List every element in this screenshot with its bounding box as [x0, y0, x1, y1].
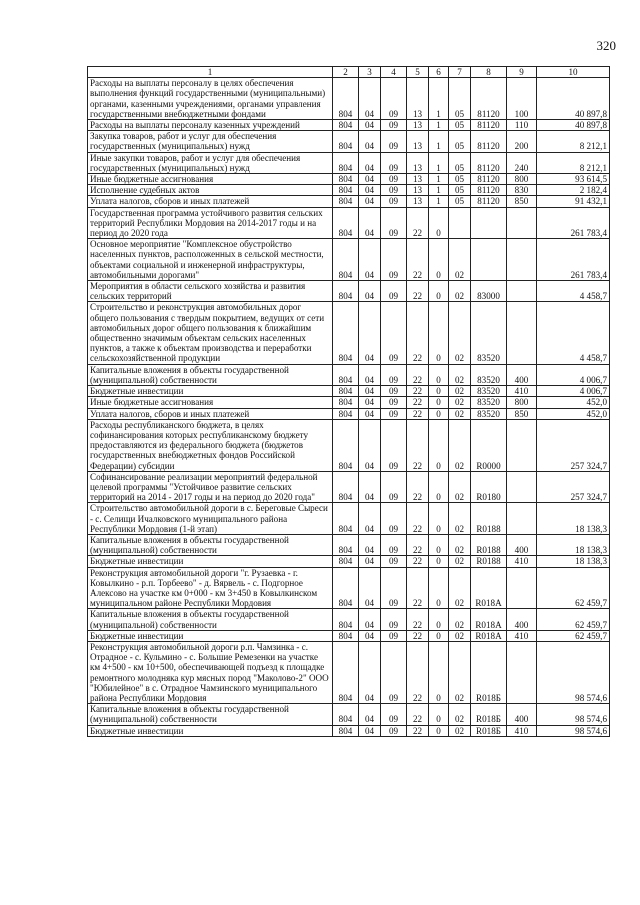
measure-code: 05 [449, 185, 471, 196]
subsection-code: 09 [381, 207, 407, 239]
row-name: Капитальные вложения в объекты государственной (муниципальной) собственности [88, 704, 333, 725]
amount: 8 212,1 [537, 131, 610, 152]
table-row [88, 196, 610, 207]
row-name: Софинансирование реализации мероприятий федеральной целевой программы "Устойчивое развитие сельских территорий на 2014 - 2017 годы и на период до 2020 года" [88, 471, 333, 503]
row-name: Иные закупки товаров, работ и услуг для обеспечения государственных (муниципальных) нужд [88, 152, 333, 173]
ministry-code: 804 [333, 207, 359, 239]
row-name: Капитальные вложения в объекты государственной (муниципальной) собственности [88, 609, 333, 630]
row-name: Бюджетные инвестиции [88, 630, 333, 641]
program-code: 22 [407, 386, 429, 397]
measure-code: 02 [449, 364, 471, 385]
subsection-code: 09 [381, 725, 407, 736]
measure-code: 02 [449, 239, 471, 281]
expense-type-code: 400 [507, 609, 537, 630]
subprogram-code: 0 [429, 567, 449, 609]
direction-code: 81120 [471, 174, 507, 185]
program-code: 13 [407, 196, 429, 207]
measure-code: 02 [449, 397, 471, 408]
row-name: Уплата налогов, сборов и иных платежей [88, 196, 333, 207]
expense-type-code: 410 [507, 725, 537, 736]
direction-code: R0000 [471, 419, 507, 471]
ministry-code: 804 [333, 630, 359, 641]
row-name: Реконструкция автомобильной дороги "г. Рузаевка - г. Ковылкино - р.п. Торбеево" - д. Вярвель - с. Подгорное Алексово на участке км 0+000 - км 3+450 в Ковылкинском муниципальном районе Республики Мордовия [88, 567, 333, 609]
row-name: Уплата налогов, сборов и иных платежей [88, 408, 333, 419]
measure-code: 05 [449, 131, 471, 152]
amount: 257 324,7 [537, 471, 610, 503]
ministry-code: 804 [333, 471, 359, 503]
table-row [88, 471, 610, 503]
program-code: 22 [407, 503, 429, 535]
table-row [88, 302, 610, 364]
amount: 98 574,6 [537, 704, 610, 725]
expense-type-code [507, 419, 537, 471]
row-name: Бюджетные инвестиции [88, 556, 333, 567]
expense-type-code: 800 [507, 397, 537, 408]
table-row [88, 408, 610, 419]
ministry-code: 804 [333, 281, 359, 302]
amount: 93 614,5 [537, 174, 610, 185]
direction-code: 83520 [471, 302, 507, 364]
table-row [88, 185, 610, 196]
row-name: Иные бюджетные ассигнования [88, 397, 333, 408]
program-code: 22 [407, 471, 429, 503]
table-row [88, 131, 610, 152]
amount: 40 897,8 [537, 78, 610, 120]
measure-code: 05 [449, 196, 471, 207]
subsection-code: 09 [381, 556, 407, 567]
section-code: 04 [359, 78, 381, 120]
subsection-code: 09 [381, 641, 407, 703]
subprogram-code: 0 [429, 471, 449, 503]
expense-type-code: 410 [507, 386, 537, 397]
table-row [88, 78, 610, 120]
program-code: 22 [407, 239, 429, 281]
budget-table [87, 66, 610, 737]
section-code: 04 [359, 302, 381, 364]
measure-code: 02 [449, 386, 471, 397]
amount: 2 182,4 [537, 185, 610, 196]
subsection-code: 09 [381, 534, 407, 555]
subprogram-code: 0 [429, 704, 449, 725]
row-name: Основное мероприятие "Комплексное обустройство населенных пунктов, расположенных в сельской местности, объектами социальной и инженерной инфраструктуры, автомобильными дорогами" [88, 239, 333, 281]
subprogram-code: 0 [429, 419, 449, 471]
expense-type-code: 110 [507, 120, 537, 131]
direction-code: 81120 [471, 78, 507, 120]
measure-code: 02 [449, 408, 471, 419]
ministry-code: 804 [333, 196, 359, 207]
section-code: 04 [359, 609, 381, 630]
measure-code: 02 [449, 281, 471, 302]
direction-code: R018A [471, 630, 507, 641]
expense-type-code: 400 [507, 364, 537, 385]
amount: 62 459,7 [537, 630, 610, 641]
ministry-code: 804 [333, 78, 359, 120]
subsection-code: 09 [381, 567, 407, 609]
table-row [88, 567, 610, 609]
direction-code: R0188 [471, 503, 507, 535]
row-name: Государственная программа устойчивого развития сельских территорий Республики Мордовия на 2014-2017 годы и на период до 2020 года [88, 207, 333, 239]
subprogram-code: 1 [429, 131, 449, 152]
row-name: Расходы республиканского бюджета, в целях софинансирования которых республиканскому бюджету предоставляются из федерального бюджета (бюджетов государственных внебюджетных фондов Российской Федерации) субсидии [88, 419, 333, 471]
measure-code: 05 [449, 120, 471, 131]
program-code: 22 [407, 556, 429, 567]
section-code: 04 [359, 281, 381, 302]
subsection-code: 09 [381, 196, 407, 207]
section-code: 04 [359, 207, 381, 239]
ministry-code: 804 [333, 609, 359, 630]
section-code: 04 [359, 471, 381, 503]
direction-code: 83000 [471, 281, 507, 302]
table-row [88, 120, 610, 131]
subprogram-code: 0 [429, 641, 449, 703]
direction-code: R0188 [471, 556, 507, 567]
table-row [88, 641, 610, 703]
program-code: 22 [407, 630, 429, 641]
row-name: Расходы на выплаты персоналу в целях обеспечения выполнения функций государственными (муниципальными) органами, казенными учреждениями, органами управления государственными внебюджетными фондами [88, 78, 333, 120]
direction-code: 81120 [471, 196, 507, 207]
measure-code: 02 [449, 556, 471, 567]
measure-code: 02 [449, 704, 471, 725]
program-code: 13 [407, 120, 429, 131]
amount: 4 006,7 [537, 364, 610, 385]
direction-code: R018Б [471, 704, 507, 725]
subprogram-code: 0 [429, 302, 449, 364]
section-code: 04 [359, 397, 381, 408]
ministry-code: 804 [333, 641, 359, 703]
subsection-code: 09 [381, 419, 407, 471]
table-row [88, 534, 610, 555]
subprogram-code: 0 [429, 364, 449, 385]
expense-type-code [507, 641, 537, 703]
expense-type-code [507, 471, 537, 503]
section-code: 04 [359, 419, 381, 471]
subsection-code: 09 [381, 630, 407, 641]
table-row [88, 281, 610, 302]
subsection-code: 09 [381, 174, 407, 185]
ministry-code: 804 [333, 503, 359, 535]
subsection-code: 09 [381, 152, 407, 173]
section-code: 04 [359, 503, 381, 535]
table-row [88, 397, 610, 408]
amount: 62 459,7 [537, 567, 610, 609]
section-code: 04 [359, 364, 381, 385]
direction-code: 83520 [471, 408, 507, 419]
table-row [88, 364, 610, 385]
measure-code: 02 [449, 725, 471, 736]
table-row [88, 704, 610, 725]
amount: 257 324,7 [537, 419, 610, 471]
program-code: 13 [407, 131, 429, 152]
subsection-code: 09 [381, 120, 407, 131]
amount: 62 459,7 [537, 609, 610, 630]
column-header: 1 [88, 67, 333, 78]
expense-type-code: 800 [507, 174, 537, 185]
program-code: 22 [407, 609, 429, 630]
amount: 8 212,1 [537, 152, 610, 173]
subsection-code: 09 [381, 239, 407, 281]
subsection-code: 09 [381, 704, 407, 725]
section-code: 04 [359, 567, 381, 609]
ministry-code: 804 [333, 120, 359, 131]
program-code: 22 [407, 419, 429, 471]
subprogram-code: 1 [429, 78, 449, 120]
expense-type-code [507, 567, 537, 609]
table-row [88, 725, 610, 736]
section-code: 04 [359, 630, 381, 641]
column-header: 5 [407, 67, 429, 78]
section-code: 04 [359, 239, 381, 281]
table-row [88, 174, 610, 185]
amount: 4 006,7 [537, 386, 610, 397]
ministry-code: 804 [333, 239, 359, 281]
row-name: Реконструкция автомобильной дороги р.п. Чамзинка - с. Отрадное - с. Кульмино - с. Большие Ремезенки на участке км 4+500 - км 10+500, обеспечивающей подъезд к площадке ремонтного молодняка кур мясных пород "Маколово-2" ООО "Юбилейное" в с. Отрадное Чамзинского муниципального района Республики Мордовия [88, 641, 333, 703]
expense-type-code: 410 [507, 556, 537, 567]
direction-code: 83520 [471, 364, 507, 385]
measure-code: 02 [449, 534, 471, 555]
table-row [88, 609, 610, 630]
row-name: Бюджетные инвестиции [88, 386, 333, 397]
program-code: 22 [407, 567, 429, 609]
program-code: 13 [407, 78, 429, 120]
expense-type-code [507, 207, 537, 239]
subsection-code: 09 [381, 471, 407, 503]
amount: 452,0 [537, 397, 610, 408]
ministry-code: 804 [333, 419, 359, 471]
direction-code: 83520 [471, 397, 507, 408]
program-code: 22 [407, 725, 429, 736]
expense-type-code [507, 503, 537, 535]
column-header: 4 [381, 67, 407, 78]
section-code: 04 [359, 556, 381, 567]
expense-type-code: 400 [507, 704, 537, 725]
row-name: Расходы на выплаты персоналу казенных учреждений [88, 120, 333, 131]
ministry-code: 804 [333, 397, 359, 408]
table-row [88, 556, 610, 567]
subsection-code: 09 [381, 386, 407, 397]
subsection-code: 09 [381, 503, 407, 535]
amount: 452,0 [537, 408, 610, 419]
ministry-code: 804 [333, 725, 359, 736]
direction-code: R0180 [471, 471, 507, 503]
ministry-code: 804 [333, 556, 359, 567]
column-header: 6 [429, 67, 449, 78]
section-code: 04 [359, 534, 381, 555]
table-row [88, 386, 610, 397]
subprogram-code: 1 [429, 196, 449, 207]
subprogram-code: 0 [429, 534, 449, 555]
ministry-code: 804 [333, 131, 359, 152]
table-row [88, 503, 610, 535]
section-code: 04 [359, 386, 381, 397]
row-name: Иные бюджетные ассигнования [88, 174, 333, 185]
program-code: 22 [407, 534, 429, 555]
row-name: Мероприятия в области сельского хозяйства и развития сельских территорий [88, 281, 333, 302]
amount: 98 574,6 [537, 641, 610, 703]
direction-code: 81120 [471, 120, 507, 131]
subprogram-code: 0 [429, 281, 449, 302]
amount: 4 458,7 [537, 281, 610, 302]
header-row [88, 67, 610, 78]
measure-code: 02 [449, 471, 471, 503]
direction-code [471, 239, 507, 281]
subprogram-code: 0 [429, 556, 449, 567]
direction-code [471, 207, 507, 239]
subprogram-code: 0 [429, 630, 449, 641]
subprogram-code: 1 [429, 174, 449, 185]
direction-code: R018A [471, 567, 507, 609]
program-code: 22 [407, 641, 429, 703]
subsection-code: 09 [381, 131, 407, 152]
ministry-code: 804 [333, 152, 359, 173]
expense-type-code: 850 [507, 408, 537, 419]
expense-type-code [507, 239, 537, 281]
measure-code [449, 207, 471, 239]
row-name: Строительство и реконструкция автомобильных дорог общего пользования с твердым покрытием, ведущих от сети автомобильных дорог общего пользования к ближайшим общественно значимым объектам сельских населенных пунктов, а также к объектам производства и переработки сельскохозяйственной продукции [88, 302, 333, 364]
ministry-code: 804 [333, 302, 359, 364]
expense-type-code [507, 281, 537, 302]
subsection-code: 09 [381, 302, 407, 364]
amount: 4 458,7 [537, 302, 610, 364]
row-name: Бюджетные инвестиции [88, 725, 333, 736]
table-row [88, 152, 610, 173]
measure-code: 02 [449, 302, 471, 364]
expense-type-code: 200 [507, 131, 537, 152]
column-header: 2 [333, 67, 359, 78]
section-code: 04 [359, 185, 381, 196]
section-code: 04 [359, 196, 381, 207]
amount: 98 574,6 [537, 725, 610, 736]
ministry-code: 804 [333, 386, 359, 397]
row-name: Капитальные вложения в объекты государственной (муниципальной) собственности [88, 534, 333, 555]
section-code: 04 [359, 120, 381, 131]
section-code: 04 [359, 131, 381, 152]
direction-code: 83520 [471, 386, 507, 397]
amount: 18 138,3 [537, 503, 610, 535]
section-code: 04 [359, 725, 381, 736]
amount: 261 783,4 [537, 207, 610, 239]
section-code: 04 [359, 704, 381, 725]
expense-type-code [507, 302, 537, 364]
subprogram-code: 0 [429, 503, 449, 535]
subprogram-code: 0 [429, 386, 449, 397]
program-code: 22 [407, 302, 429, 364]
table-row [88, 239, 610, 281]
direction-code: 81120 [471, 131, 507, 152]
expense-type-code: 410 [507, 630, 537, 641]
amount: 91 432,1 [537, 196, 610, 207]
measure-code: 05 [449, 152, 471, 173]
ministry-code: 804 [333, 364, 359, 385]
subsection-code: 09 [381, 78, 407, 120]
subprogram-code: 1 [429, 185, 449, 196]
section-code: 04 [359, 174, 381, 185]
column-header: 10 [537, 67, 610, 78]
program-code: 13 [407, 185, 429, 196]
subsection-code: 09 [381, 281, 407, 302]
ministry-code: 804 [333, 174, 359, 185]
column-header: 3 [359, 67, 381, 78]
program-code: 22 [407, 207, 429, 239]
subsection-code: 09 [381, 364, 407, 385]
measure-code: 02 [449, 630, 471, 641]
measure-code: 02 [449, 567, 471, 609]
row-name: Исполнение судебных актов [88, 185, 333, 196]
ministry-code: 804 [333, 408, 359, 419]
table-row [88, 207, 610, 239]
row-name: Капитальные вложения в объекты государственной (муниципальной) собственности [88, 364, 333, 385]
program-code: 22 [407, 704, 429, 725]
subprogram-code: 0 [429, 239, 449, 281]
expense-type-code: 400 [507, 534, 537, 555]
expense-type-code: 830 [507, 185, 537, 196]
section-code: 04 [359, 152, 381, 173]
amount: 18 138,3 [537, 556, 610, 567]
program-code: 22 [407, 281, 429, 302]
program-code: 22 [407, 408, 429, 419]
row-name: Строительство автомобильной дороги в с. Береговые Сыреси - с. Селищи Ичалковского муниципального района Республики Мордовия (1-й этап) [88, 503, 333, 535]
amount: 261 783,4 [537, 239, 610, 281]
subprogram-code: 0 [429, 408, 449, 419]
expense-type-code: 850 [507, 196, 537, 207]
subsection-code: 09 [381, 609, 407, 630]
ministry-code: 804 [333, 567, 359, 609]
subprogram-code: 0 [429, 397, 449, 408]
measure-code: 05 [449, 78, 471, 120]
table-row [88, 630, 610, 641]
direction-code: R018Б [471, 641, 507, 703]
ministry-code: 804 [333, 704, 359, 725]
section-code: 04 [359, 408, 381, 419]
subsection-code: 09 [381, 185, 407, 196]
expense-type-code: 100 [507, 78, 537, 120]
subprogram-code: 1 [429, 120, 449, 131]
table-row [88, 419, 610, 471]
measure-code: 02 [449, 609, 471, 630]
page-number: 320 [596, 38, 616, 53]
subprogram-code: 0 [429, 207, 449, 239]
ministry-code: 804 [333, 185, 359, 196]
direction-code: R018A [471, 609, 507, 630]
amount: 18 138,3 [537, 534, 610, 555]
column-header: 8 [471, 67, 507, 78]
ministry-code: 804 [333, 534, 359, 555]
amount: 40 897,8 [537, 120, 610, 131]
subsection-code: 09 [381, 397, 407, 408]
direction-code: R0188 [471, 534, 507, 555]
column-header: 7 [449, 67, 471, 78]
measure-code: 05 [449, 174, 471, 185]
column-header: 9 [507, 67, 537, 78]
subprogram-code: 0 [429, 725, 449, 736]
subprogram-code: 0 [429, 609, 449, 630]
subsection-code: 09 [381, 408, 407, 419]
program-code: 13 [407, 152, 429, 173]
program-code: 22 [407, 364, 429, 385]
measure-code: 02 [449, 641, 471, 703]
program-code: 13 [407, 174, 429, 185]
program-code: 22 [407, 397, 429, 408]
measure-code: 02 [449, 503, 471, 535]
subprogram-code: 1 [429, 152, 449, 173]
direction-code: 81120 [471, 152, 507, 173]
direction-code: 81120 [471, 185, 507, 196]
measure-code: 02 [449, 419, 471, 471]
expense-type-code: 240 [507, 152, 537, 173]
row-name: Закупка товаров, работ и услуг для обеспечения государственных (муниципальных) нужд [88, 131, 333, 152]
direction-code: R018Б [471, 725, 507, 736]
section-code: 04 [359, 641, 381, 703]
